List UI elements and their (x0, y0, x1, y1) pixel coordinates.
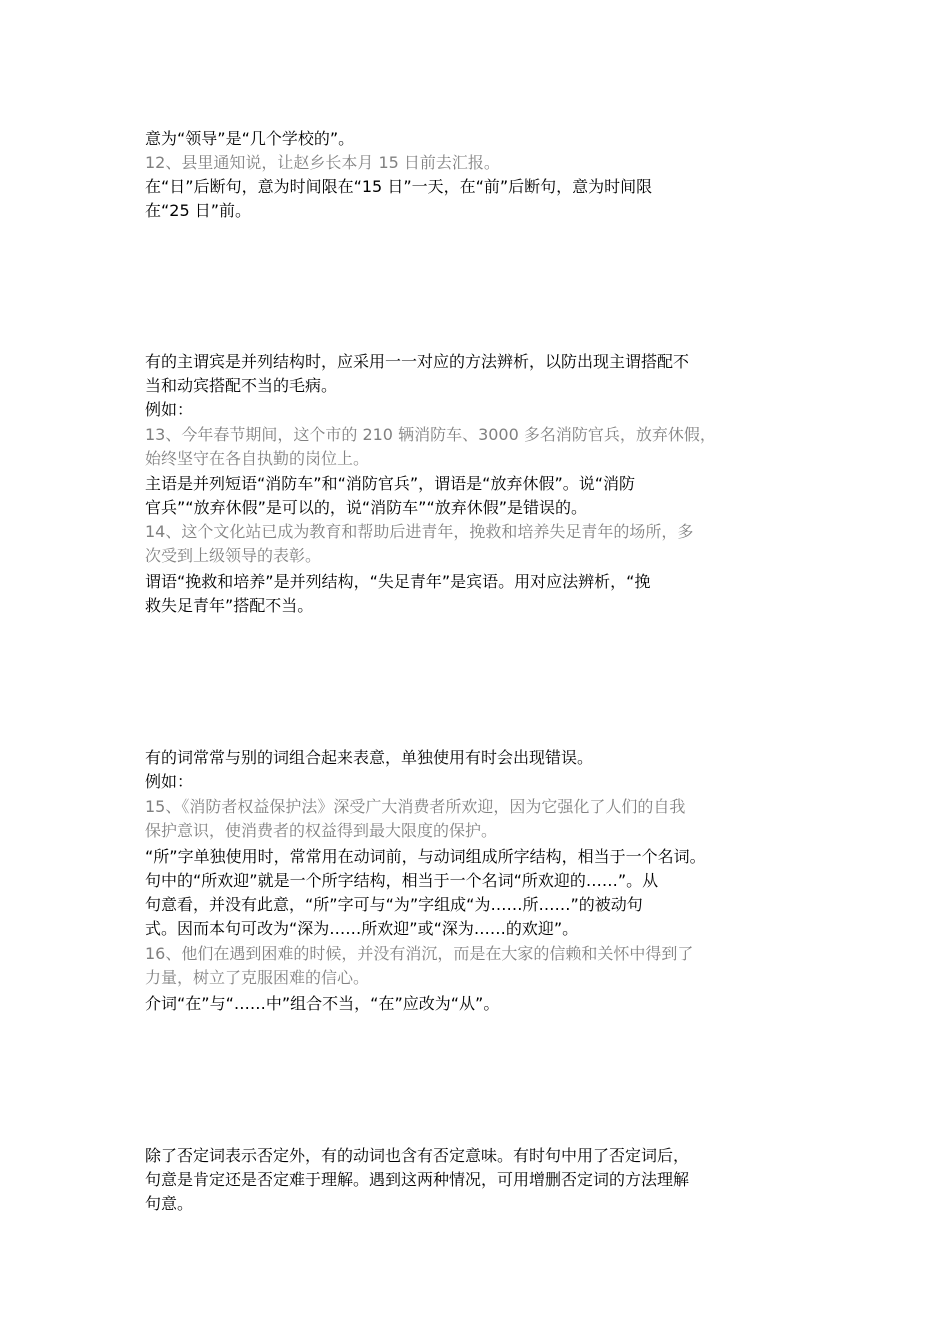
example-line: 始终坚守在各自执勤的岗位上。 (145, 449, 370, 468)
text-line: 除了否定词表示否定外，有的动词也含有否定意味。有时句中用了否定词后， (145, 1146, 690, 1165)
text-line: 在“25 日”前。 (145, 201, 252, 220)
example-line: 次受到上级领导的表彰。 (145, 546, 322, 565)
text-line: 介词“在”与“……中”组合不当，“在”应改为“从”。 (145, 994, 500, 1013)
example-line: 力量，树立了克服困难的信心。 (145, 968, 370, 987)
text-line: 主语是并列短语“消防车”和“消防官兵”，谓语是“放弃休假”。说“消防 (145, 474, 636, 493)
text-line: 式。因而本句可改为“深为……所欢迎”或“深为……的欢迎”。 (145, 919, 579, 938)
text-line: 有的词常常与别的词组合起来表意，单独使用有时会出现错误。 (145, 748, 594, 767)
text-line: 在“日”后断句，意为时间限在“15 日”一天，在“前”后断句，意为时间限 (145, 177, 653, 196)
example-line: 保护意识，使消费者的权益得到最大限度的保护。 (145, 821, 498, 840)
example-heading: 例如： (145, 772, 194, 791)
text-line: 句意。 (145, 1194, 194, 1213)
text-line: 意为“领导”是“几个学校的”。 (145, 129, 355, 148)
text-line: “所”字单独使用时，常常用在动词前，与动词组成所字结构，相当于一个名词。 (145, 847, 706, 866)
example-line: 15、《消防者权益保护法》深受广大消费者所欢迎，因为它强化了人们的自我 (145, 797, 686, 816)
text-line: 句意看，并没有此意，“所”字可与“为”字组成“为……所……”的被动句 (145, 895, 643, 914)
example-line: 12、县里通知说，让赵乡长本月 15 日前去汇报。 (145, 153, 500, 172)
text-line: 官兵”“放弃休假”是可以的，说“消防车”“放弃休假”是错误的。 (145, 498, 588, 517)
example-heading: 例如： (145, 400, 194, 419)
text-line: 当和动宾搭配不当的毛病。 (145, 376, 338, 395)
text-line: 救失足青年”搭配不当。 (145, 596, 314, 615)
example-line: 16、他们在遇到困难的时候，并没有消沉，而是在大家的信赖和关怀中得到了 (145, 944, 694, 963)
text-line: 句中的“所欢迎”就是一个所字结构，相当于一个名词“所欢迎的……”。从 (145, 871, 659, 890)
example-line: 13、今年春节期间，这个市的 210 辆消防车、3000 多名消防官兵，放弃休假， (145, 425, 716, 444)
text-line: 有的主谓宾是并列结构时，应采用一一对应的方法辨析，以防出现主谓搭配不 (145, 352, 690, 371)
example-line: 14、这个文化站已成为教育和帮助后进青年，挽救和培养失足青年的场所，多 (145, 522, 694, 541)
text-line: 谓语“挽救和培养”是并列结构，“失足青年”是宾语。用对应法辨析，“挽 (145, 572, 651, 591)
text-line: 句意是肯定还是否定难于理解。遇到这两种情况，可用增删否定词的方法理解 (145, 1170, 690, 1189)
